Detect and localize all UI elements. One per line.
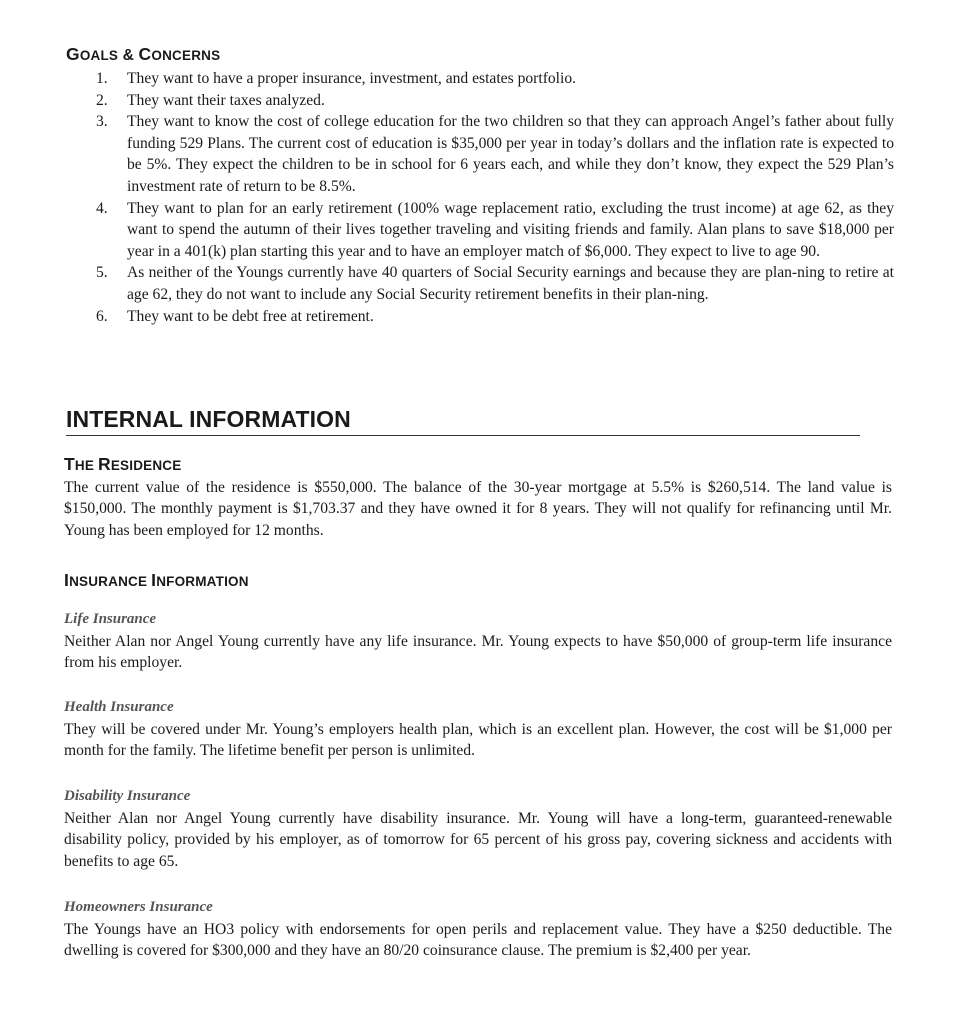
health-insurance-title: Health Insurance [64, 699, 174, 715]
health-insurance-section [64, 697, 892, 762]
residence-heading: THE RESIDENCE [64, 454, 182, 474]
goal-item: 2. They want their taxes analyzed. [96, 91, 325, 109]
homeowners-insurance-section [64, 897, 892, 962]
homeowners-insurance-text: The Youngs have an HO3 policy with endorsements for open perils and replacement value. They have a $250 deductible. The dwelling is covered for $300,000 and they have an 80/20 coinsurance clause. The premium is $2,400 per year. [64, 920, 892, 960]
life-insurance-title: Life Insurance [64, 611, 157, 627]
disability-insurance-section [64, 786, 892, 872]
goal-item: 1. They want to have a proper insurance, investment, and estates portfolio. [96, 70, 577, 87]
internal-information-title: INTERNAL INFORMATION [66, 404, 860, 436]
life-insurance-text: Neither Alan nor Angel Young currently have any life insurance. Mr. Young expects to have $50,000 of group-term life insurance from his employer. [64, 632, 892, 672]
goals-heading: GOALS & CONCERNS [66, 44, 221, 64]
health-insurance-text: They will be covered under Mr. Young’s employers health plan, which is an excellent plan. However, the cost will be $1,000 per month for the family. The lifetime benefit per person is unlimited. [64, 720, 892, 760]
insurance-heading: INSURANCE INFORMATION [64, 570, 249, 590]
homeowners-insurance-title: Homeowners Insurance [64, 899, 213, 915]
goal-item: 5. As neither of the Youngs currently have 40 quarters of Social Security earnings and because they are plan-ning to retire at age 62, they do not want to include any Social Security retirement benefits in their plan-ning. [96, 264, 894, 303]
life-insurance-section [64, 609, 892, 674]
goal-item: 4. They want to plan for an early retirement (100% wage replacement ratio, excluding the trust income) at age 62, as they want to spend the autumn of their lives together traveling and visiting friends and family. Alan plans to save $18,000 per year in a 401(k) plan starting this year and to have an employer match of $6,000. They expect to live to age 90. [96, 199, 894, 260]
disability-insurance-title: Disability Insurance [64, 788, 191, 804]
insurance-heading-block [64, 570, 892, 593]
disability-insurance-text: Neither Alan nor Angel Young currently have disability insurance. Mr. Young will have a long-term, guaranteed-renewable disability policy, provided by his employer, as of tomorrow for 65 percent of his gross pay, covering sickness and accidents with benefits to age 65. [64, 809, 892, 870]
goals-list [66, 68, 894, 327]
residence-text: The current value of the residence is $550,000. The balance of the 30-year mortgage at 5.5% is $260,514. The land value is $150,000. The monthly payment is $1,703.37 and they have owned it for 8 years. They will not qualify for refinancing until Mr. Young has been employed for 12 months. [64, 478, 892, 539]
goal-item: 3. They want to know the cost of college education for the two children so that they can approach Angel’s father about fully funding 529 Plans. The current cost of education is $35,000 per year in today’s dollars and the inflation rate is expected to be 5%. They expect the children to be in school for 6 years each, and while they don’t know, they expect the 529 Plan’s investment rate of return to be 8.5%. [96, 113, 894, 195]
residence-section [64, 454, 892, 541]
goal-item: 6. They want to be debt free at retirement. [96, 307, 374, 325]
